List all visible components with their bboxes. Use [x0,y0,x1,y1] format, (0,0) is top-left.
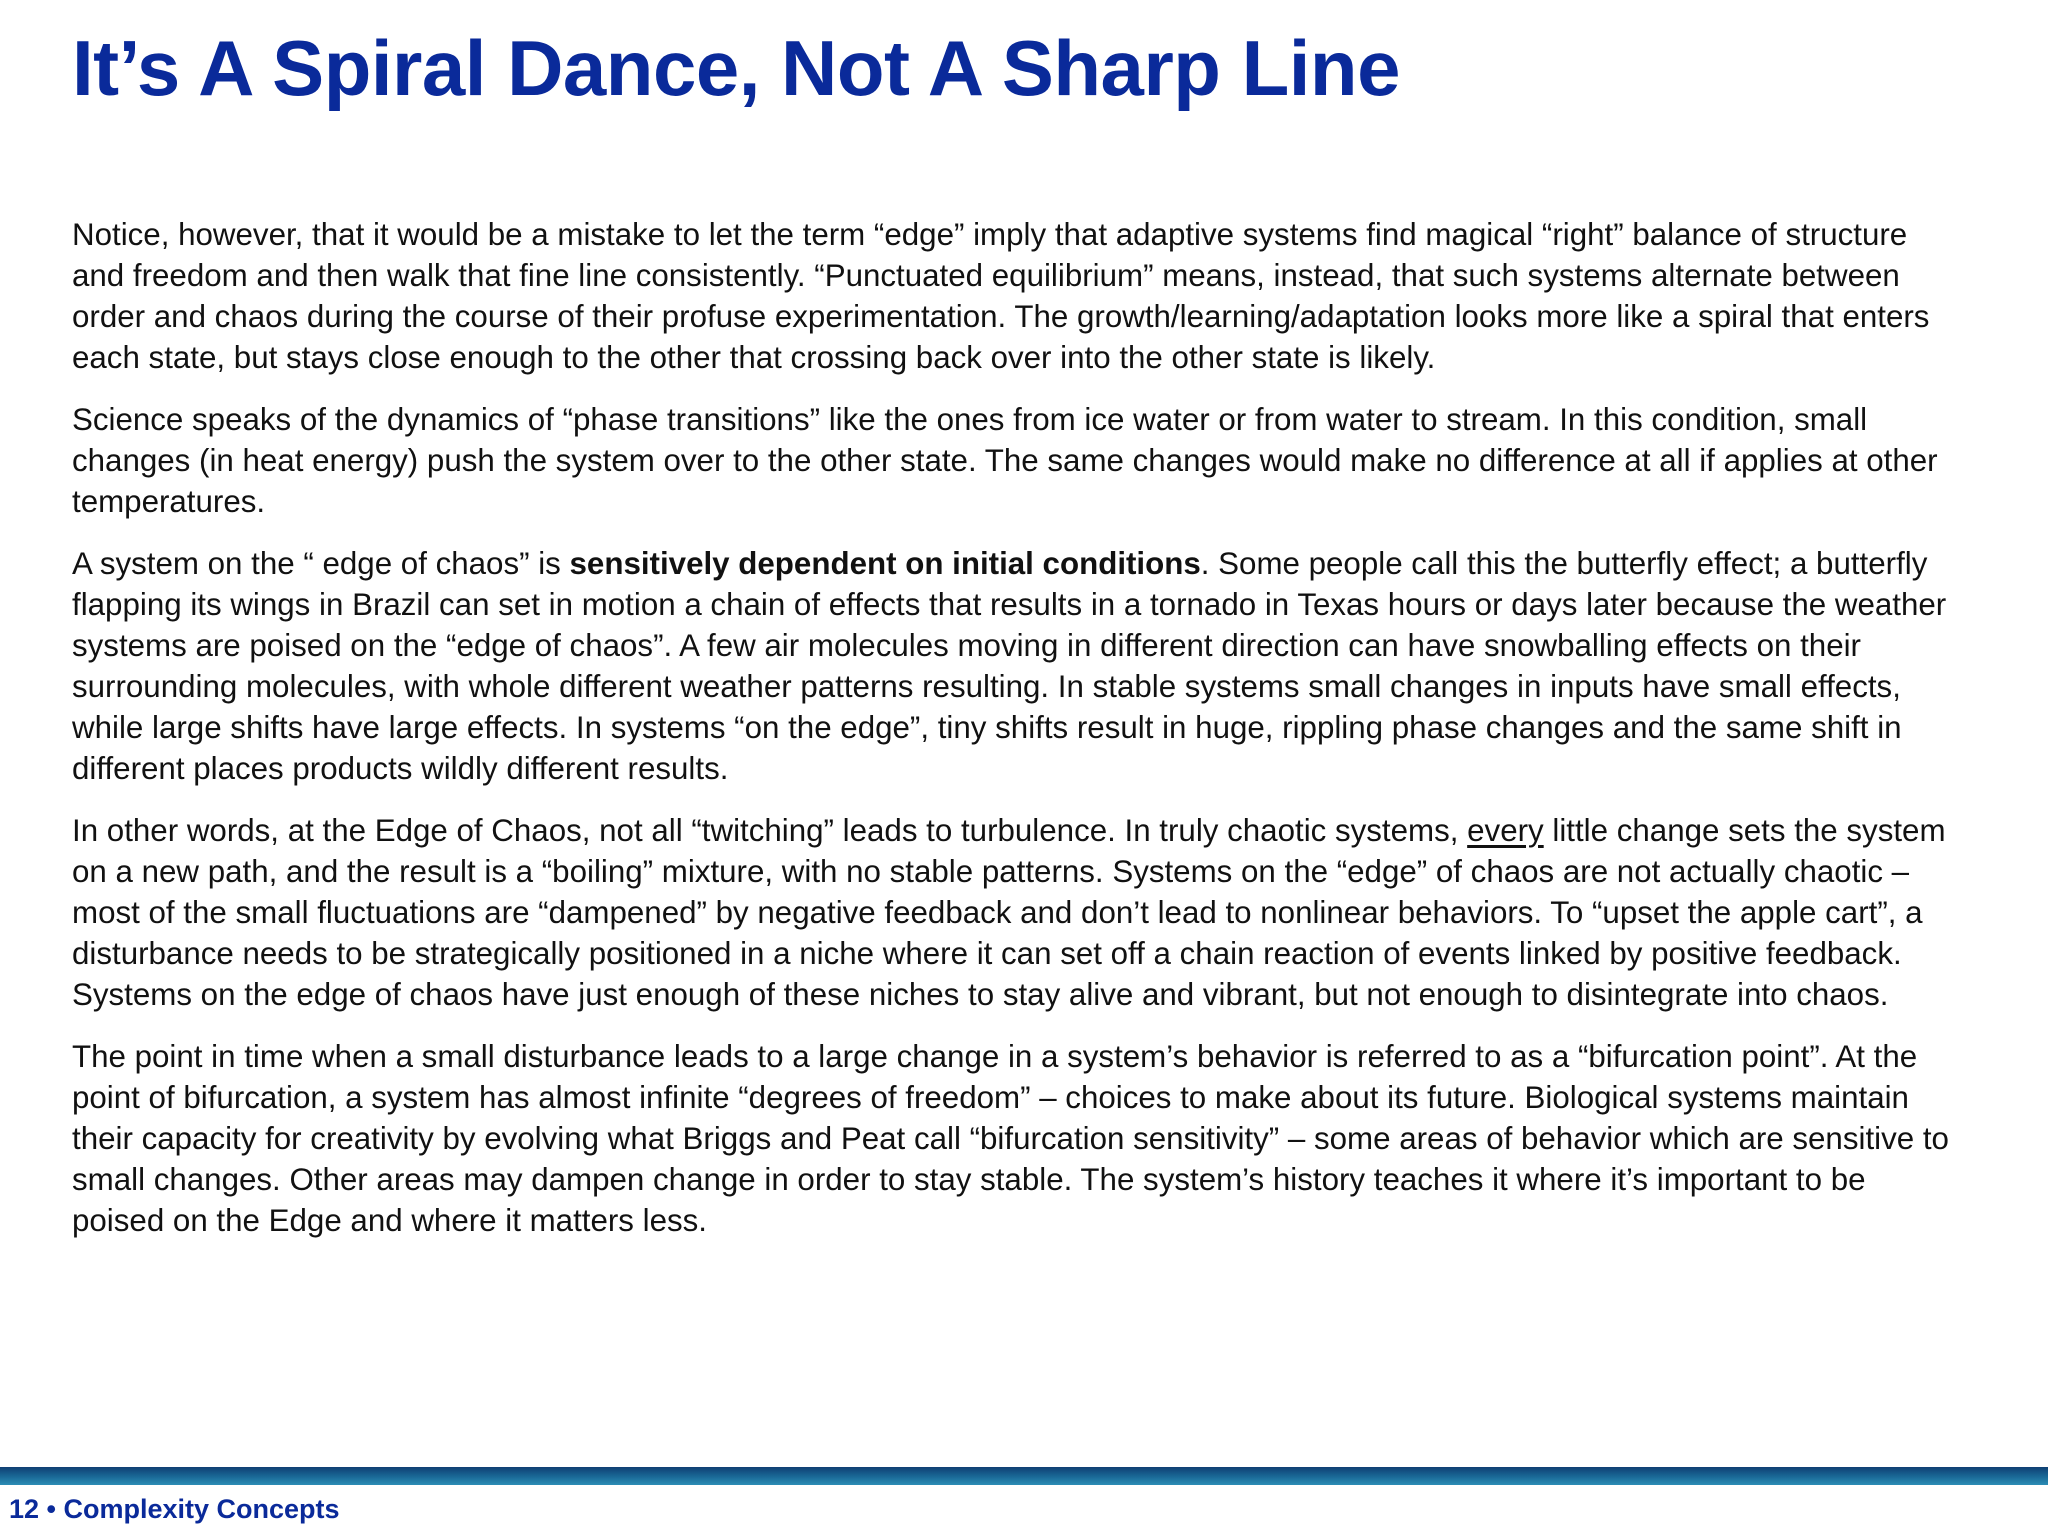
paragraph-text: A system on the “ edge of chaos” is [72,546,570,581]
bold-emphasis: sensitively dependent on initial conditions [569,546,1201,581]
paragraph-text: In other words, at the Edge of Chaos, not all “twitching” leads to turbulence. In truly chaotic systems, [72,813,1468,848]
paragraph-punctuated-equilibrium: Notice, however, that it would be a mistake to let the term “edge” imply that adaptive systems find magical “right” balance of structure and freedom and then walk that fine line consistently. “Punctuated equilibrium” means, instead, that such systems alternate between order and chaos during the course of their profuse experimentation. The growth/learning/adaptation looks more like a spiral that enters each state, but stays close enough to the other that crossing back over into the other state is likely. [72,217,1930,375]
paragraph-text: little change sets the system on a new path, and the result is a “boiling” mixture, with no stable patterns. Systems on the “edge” of chaos are not actually chaotic – most of the small fluctuations are “dampened” by negative feedback and don’t lead to nonlinear behaviors. To “upset the apple cart”, a disturbance needs to be strategically positioned in a niche where it can set off a chain reaction of events linked by positive feedback. Systems on the edge of chaos have just enough of these niches to stay alive and vibrant, but not enough to disintegrate into chaos. [72,813,1946,1012]
paragraph-bifurcation-point: The point in time when a small disturbance leads to a large change in a system’s behavior is referred to as a “bifurcation point”. At the point of bifurcation, a system has almost infinite “degrees of freedom” – choices to make about its future. Biological systems maintain their capacity for creativity by evolving what Briggs and Peat call “bifurcation sensitivity” – some areas of behavior which are sensitive to small changes. Other areas may dampen change in order to stay stable. The system’s history teaches it where it’s important to be poised on the Edge and where it matters less. [72,1039,1949,1238]
paragraph-twitching-turbulence [72,810,1962,1015]
footer-bar [0,1467,2048,1485]
paragraph-phase-transitions: Science speaks of the dynamics of “phase transitions” like the ones from ice water or from water to stream. In this condition, small changes (in heat energy) push the system over to the other state. The same changes would make no difference at all if applies at other temperatures. [72,402,1938,519]
paragraph-text: . Some people call this the butterfly effect; a butterfly flapping its wings in Brazil can set in motion a chain of effects that results in a tornado in Texas hours or days later because the weather systems are poised on the “edge of chaos”. A few air molecules moving in different direction can have snowballing effects on their surrounding molecules, with whole different weather patterns resulting. In stable systems small changes in inputs have small effects, while large shifts have large effects. In systems “on the edge”, tiny shifts result in huge, rippling phase changes and the same shift in different places products wildly different results. [72,546,1947,786]
underline-emphasis: every [1467,813,1544,848]
paragraph-sensitive-dependence [72,543,1962,789]
slide-body [72,214,1962,1262]
slide-title: It’s A Spiral Dance, Not A Sharp Line [72,24,1400,112]
footer-page-label: 12 • Complexity Concepts [9,1494,340,1524]
